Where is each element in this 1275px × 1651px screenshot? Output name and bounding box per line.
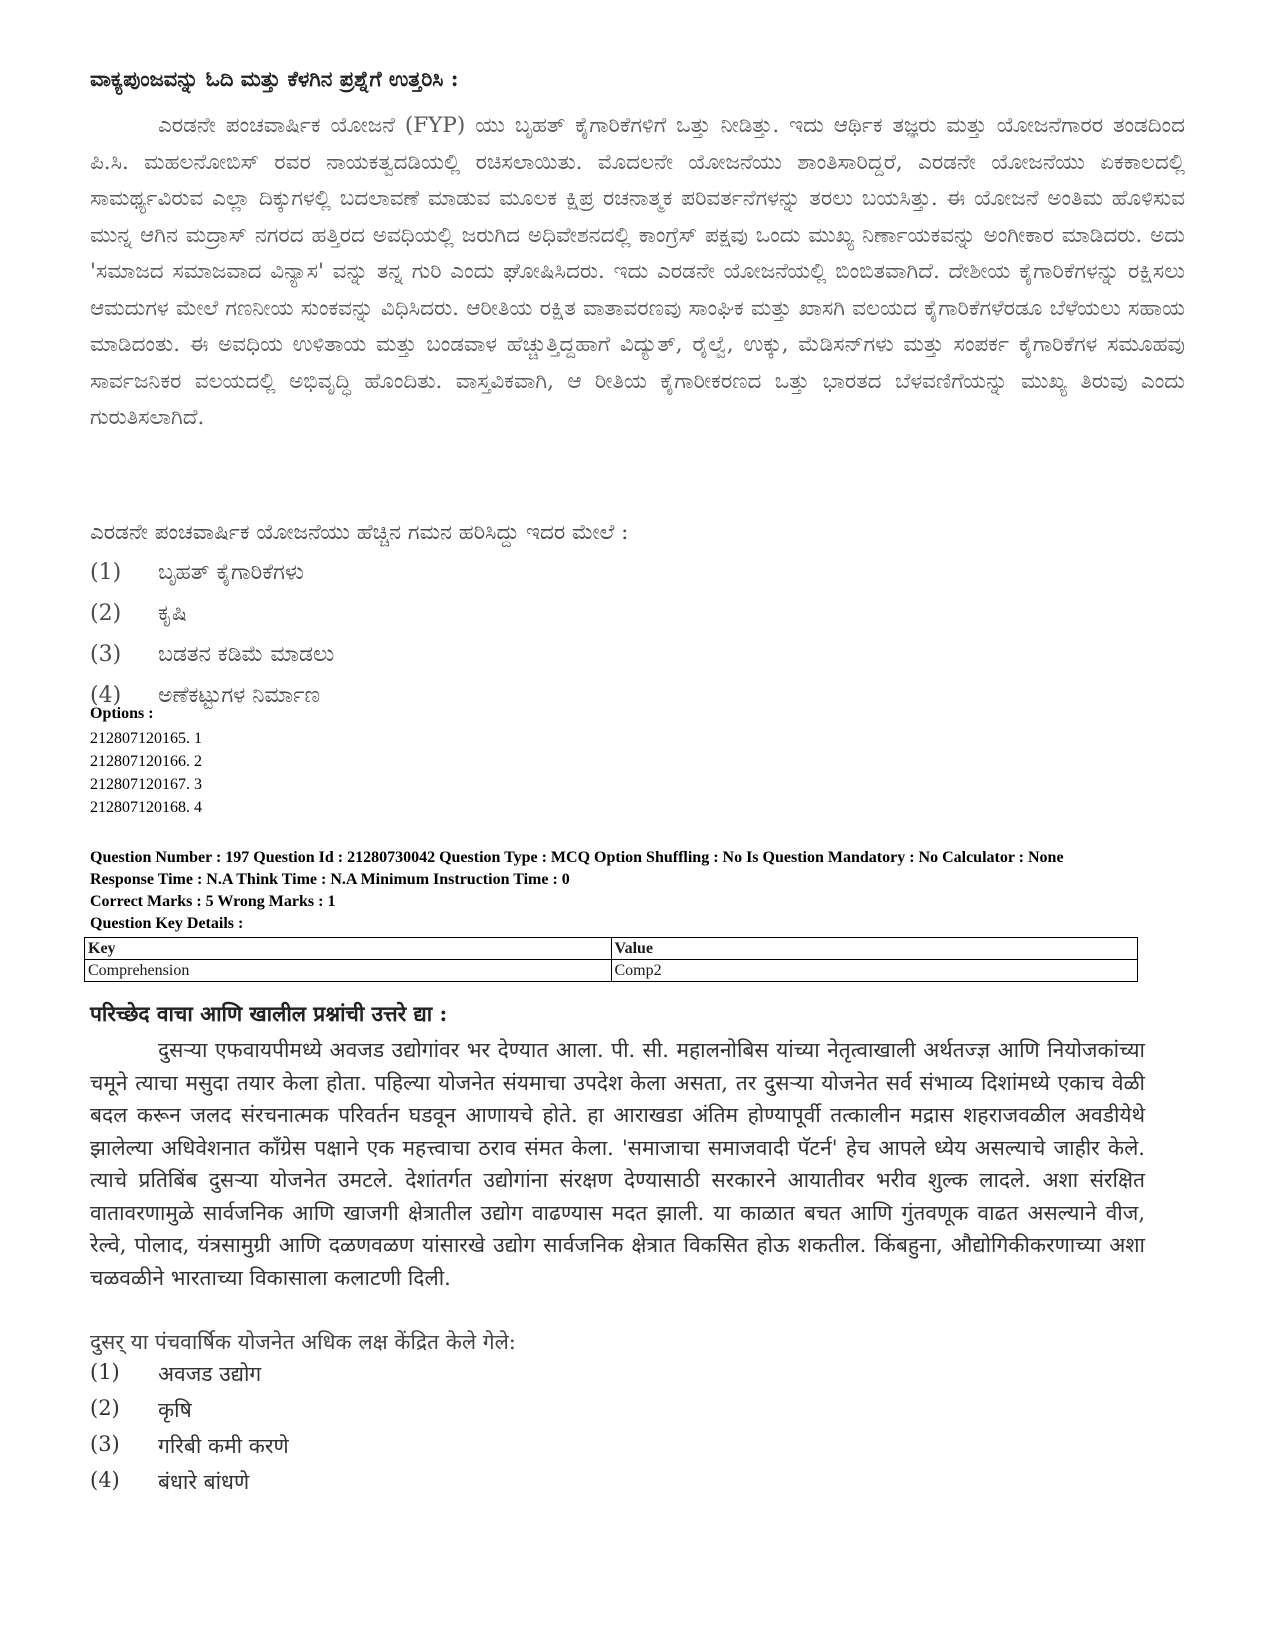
table-header-value: Value — [611, 938, 1138, 960]
table-header-key: Key — [85, 938, 612, 960]
marathi-option-4: (4) बंधारे बांधणे — [90, 1468, 250, 1494]
marathi-option-3: (3) गरिबी कमी करणे — [90, 1432, 289, 1458]
table-cell-key: Comprehension — [85, 960, 612, 982]
marathi-option-2: (2) कृषि — [90, 1396, 192, 1422]
marathi-option-1: (1) अवजड उद्योग — [90, 1360, 262, 1386]
kannada-option-3: (3) ಬಡತನ ಕಡಿಮೆ ಮಾಡಲು — [90, 642, 335, 667]
table-row — [85, 960, 1138, 982]
kannada-option-1: (1) ಬೃಹತ್ ಕೈಗಾರಿಕೆಗಳು — [90, 560, 304, 585]
question-meta-line1: Question Number : 197 Question Id : 21280730042 Question Type : MCQ Option Shuffling : No Is Question Mandatory : No Calculator : None — [90, 849, 1064, 866]
question-meta-line3: Correct Marks : 5 Wrong Marks : 1 — [90, 893, 336, 910]
kannada-options — [90, 560, 334, 724]
options-label: Options : — [90, 705, 154, 722]
marathi-heading: परिच्छेद वाचा आणि खालील प्रश्नांची उत्तरे द्या : — [90, 1001, 448, 1026]
kannada-option-2: (2) ಕೃಷಿ — [90, 601, 187, 626]
question-meta-line4: Question Key Details : — [90, 915, 244, 932]
option-id-3: 212807120167. 3 — [90, 776, 202, 793]
option-id-1: 212807120165. 1 — [90, 730, 202, 747]
kannada-question: ಎರಡನೇ ಪಂಚವಾರ್ಷಿಕ ಯೋಜನೆಯು ಹೆಚ್ಚಿನ ಗಮನ ಹರಿಸಿದ್ದು ಇದರ ಮೇಲೆ : — [90, 520, 629, 545]
kannada-option-4: (4) ಅಣೆಕಟ್ಟುಗಳ ನಿರ್ಮಾಣ — [90, 683, 321, 708]
table-cell-value: Comp2 — [611, 960, 1138, 982]
option-id-4: 212807120168. 4 — [90, 799, 202, 816]
kannada-passage: ಎರಡನೇ ಪಂಚವಾರ್ಷಿಕ ಯೋಜನೆ (FYP) ಯು ಬೃಹತ್ ಕೈಗಾರಿಕೆಗಳಿಗೆ ಒತ್ತು ನೀಡಿತ್ತು. ಇದು ಆರ್ಥಿಕ ತಜ್ಞರು ಮತ್ತು ಯೋಜನೆಗಾರರ ತಂಡದಿಂದ ಪಿ.ಸಿ. ಮಹಲನೋಬಿಸ್ ರವರ ನಾಯಕತ್ವದಡಿಯಲ್ಲಿ ರಚಿಸಲಾಯಿತು. ಮೊದಲನೇ ಯೋಜನೆಯು ಶಾಂತಿಸಾರಿದ್ದರೆ, ಎರಡನೇ ಯೋಜನೆಯು ಏಕಕಾಲದಲ್ಲಿ ಸಾಮರ್ಥ್ಯವಿರುವ ಎಲ್ಲಾ ದಿಕ್ಕುಗಳಲ್ಲಿ ಬದಲಾವಣೆ ಮಾಡುವ ಮೂಲಕ ಕ್ಷಿಪ್ರ ರಚನಾತ್ಮಕ ಪರಿವರ್ತನೆಗಳನ್ನು ತರಲು ಬಯಸಿತ್ತು. ಈ ಯೋಜನೆ ಅಂತಿಮ ಹೊಳಿಸುವ ಮುನ್ನ ಆಗಿನ ಮದ್ರಾಸ್ ನಗರದ ಹತ್ತಿರದ ಅವಧಿಯಲ್ಲಿ ಜರುಗಿದ ಅಧಿವೇಶನದಲ್ಲಿ ಕಾಂಗ್ರೆಸ್ ಪಕ್ಷವು ಒಂದು ಮುಖ್ಯ ನಿರ್ಣಾಯಕವನ್ನು ಅಂಗೀಕಾರ ಮಾಡಿದರು. ಅದು 'ಸಮಾಜದ ಸಮಾಜವಾದ ವಿನ್ಯಾಸ' ವನ್ನು ತನ್ನ ಗುರಿ ಎಂದು ಘೋಷಿಸಿದರು. ಇದು ಎರಡನೇ ಯೋಜನೆಯಲ್ಲಿ ಬಿಂಬಿತವಾಗಿದೆ. ದೇಶೀಯ ಕೈಗಾರಿಕೆಗಳನ್ನು ರಕ್ಷಿಸಲು ಆಮದುಗಳ ಮೇಲೆ ಗಣನೀಯ ಸುಂಕವನ್ನು ವಿಧಿಸಿದರು. ಆರೀತಿಯ ರಕ್ಷಿತ ವಾತಾವರಣವು ಸಾಂಘಿಕ ಮತ್ತು ಖಾಸಗಿ ವಲಯದ ಕೈಗಾರಿಕೆಗಳೆರಡೂ ಬೆಳೆಯಲು ಸಹಾಯ ಮಾಡಿದಂತು. ಈ ಅವಧಿಯ ಉಳಿತಾಯ ಮತ್ತು ಬಂಡವಾಳ ಹೆಚ್ಚುತ್ತಿದ್ದಹಾಗೆ ವಿದ್ಯುತ್, ರೈಲ್ವೆ, ಉಕ್ಕು, ಮೆಡಿಸನ್‌ಗಳು ಮತ್ತು ಸಂಪರ್ಕ ಕೈಗಾರಿಕೆಗಳ ಸಮೂಹವು ಸಾರ್ವಜನಿಕರ ವಲಯದಲ್ಲಿ ಅಭಿವೃದ್ಧಿ ಹೊಂದಿತು. ವಾಸ್ತವಿಕವಾಗಿ, ಆ ರೀತಿಯ ಕೈಗಾರೀಕರಣದ ಒತ್ತು ಭಾರತದ ಬೆಳವಣಿಗೆಯನ್ನು ಮುಖ್ಯ ತಿರುವು ಎಂದು ಗುರುತಿಸಲಾಗಿದೆ. — [90, 113, 1185, 430]
table-header-row — [85, 938, 1138, 960]
marathi-passage: दुसऱ्या एफवायपीमध्ये अवजड उद्योगांवर भर देण्यात आला. पी. सी. महालनोबिस यांच्या नेतृत्वाखाली अर्थतज्ज्ञ आणि नियोजकांच्या चमूने त्याचा मसुदा तयार केला होता. पहिल्या योजनेत संयमाचा उपदेश केला असता, तर दुसऱ्या योजनेत सर्व संभाव्य दिशांमध्ये एकाच वेळी बदल करून जलद संरचनात्मक परिवर्तन घडवून आणायचे होते. हा आराखडा अंतिम होण्यापूर्वी तत्कालीन मद्रास शहराजवळील अवडीयेथे झालेल्या अधिवेशनात काँग्रेस पक्षाने एक महत्त्वाचा ठराव संमत केला. 'समाजाचा समाजवादी पॅटर्न' हेच आपले ध्येय असल्याचे जाहीर केले. त्याचे प्रतिबिंब दुसऱ्या योजनेत उमटले. देशांतर्गत उद्योगांना संरक्षण देण्यासाठी सरकारने आयातीवर भरीव शुल्क लादले. अशा संरक्षित वातावरणामुळे सार्वजनिक आणि खाजगी क्षेत्रातील उद्योग वाढण्यास मदत झाली. या काळात बचत आणि गुंतवणूक वाढत असल्याने वीज, रेल्वे, पोलाद, यंत्रसामुग्री आणि दळणवळण यांसारखे उद्योग सार्वजनिक क्षेत्रात विकसित होऊ शकतील. किंबहुना, औद्योगिकीकरणाच्या अशा चळवळीने भारताच्या विकासाला कलाटणी दिली. — [90, 1038, 1145, 1290]
marathi-options — [90, 1360, 289, 1504]
options-list — [90, 727, 202, 819]
option-id-2: 212807120166. 2 — [90, 753, 202, 770]
kannada-heading: ವಾಕ್ಯಪುಂಜವನ್ನು ಓದಿ ಮತ್ತು ಕೆಳಗಿನ ಪ್ರಶ್ನೆಗೆ ಉತ್ತರಿಸಿ : — [90, 66, 459, 91]
marathi-question: दुसर् या पंचवार्षिक योजनेत अधिक लक्ष केंद्रित केले गेले: — [90, 1330, 516, 1354]
question-key-table — [84, 937, 1138, 982]
question-meta — [90, 848, 1190, 936]
question-meta-line2: Response Time : N.A Think Time : N.A Minimum Instruction Time : 0 — [90, 871, 570, 888]
